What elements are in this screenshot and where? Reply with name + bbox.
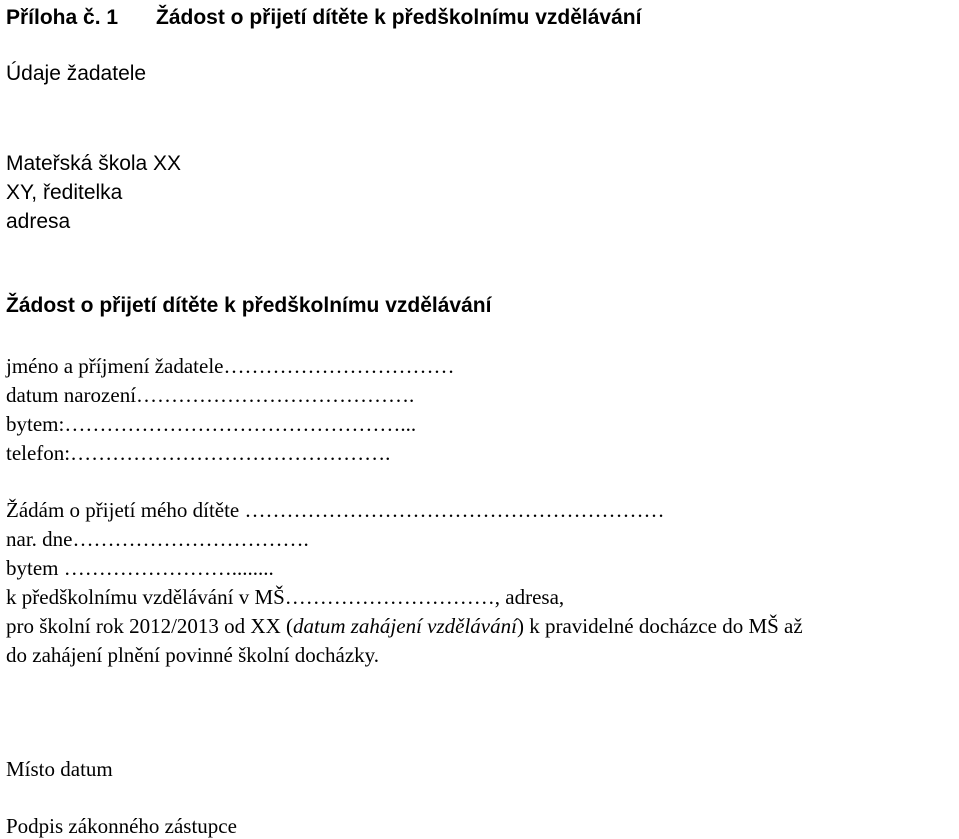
document-title: Žádost o přijetí dítěte k předškolnímu vzdělávání xyxy=(156,6,642,29)
recipient-line-2: XY, ředitelka xyxy=(6,181,123,204)
request-child-residence: bytem ……………………........ xyxy=(6,556,274,580)
request-until: do zahájení plnění povinné školní docházky. xyxy=(6,643,380,667)
request-kindergarten: k předškolnímu vzdělávání v MŠ…………………………, adresa, xyxy=(6,585,565,609)
field-residence: bytem:…………………………………………... xyxy=(6,412,417,436)
field-birth-date: datum narození…………………………………. xyxy=(6,383,415,407)
recipient-line-1: Mateřská škola XX xyxy=(6,152,182,175)
form-title: Žádost o přijetí dítěte k předškolnímu vzdělávání xyxy=(6,294,492,317)
request-child: Žádám o přijetí mého dítěte …………………………………………………… xyxy=(6,498,665,522)
recipient-address: adresa xyxy=(6,210,71,233)
applicant-heading: Údaje žadatele xyxy=(6,62,147,85)
start-date-placeholder: datum zahájení vzdělávání xyxy=(293,614,517,638)
attendance-text: ) k pravidelné docházce do MŠ až xyxy=(516,614,803,638)
field-phone: telefon:………………………………………. xyxy=(6,441,391,465)
request-school-year xyxy=(6,614,803,638)
field-applicant-name: jméno a příjmení žadatele…………………………… xyxy=(6,354,455,378)
attachment-label: Příloha č. 1 xyxy=(6,6,119,29)
school-year-text: pro školní rok 2012/2013 od XX ( xyxy=(6,614,293,638)
place-date: Místo datum xyxy=(6,757,113,781)
signature-line: Podpis zákonného zástupce xyxy=(6,814,237,838)
request-child-birth: nar. dne……………………………. xyxy=(6,527,309,551)
